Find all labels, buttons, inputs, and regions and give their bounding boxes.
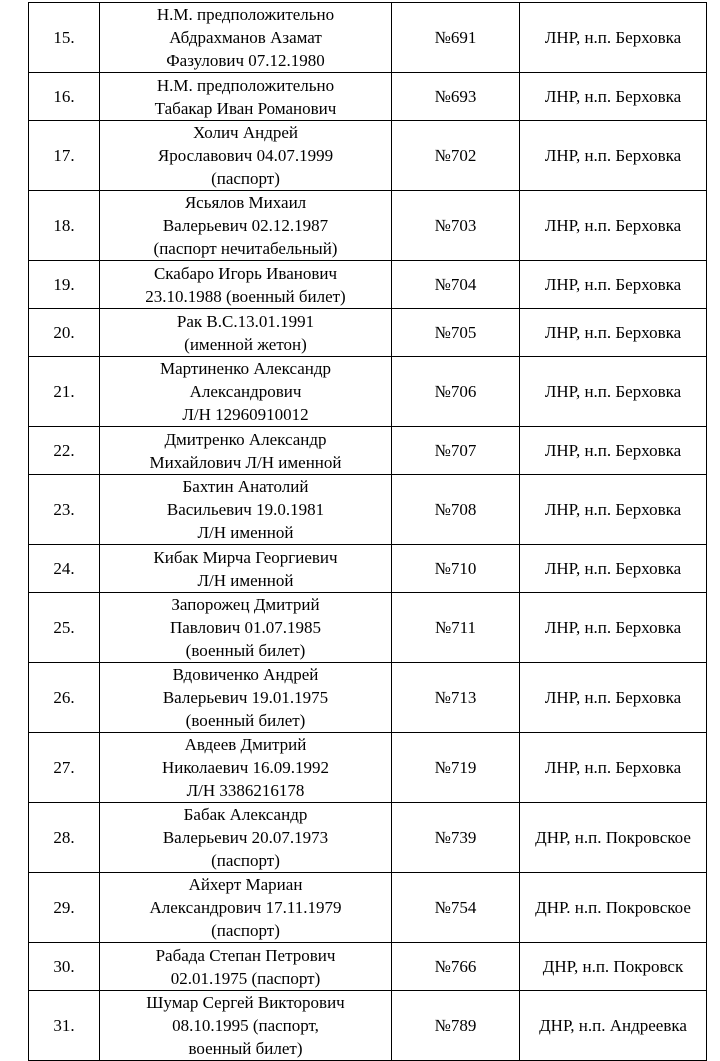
- row-number: 18.: [29, 191, 100, 261]
- person-name-cell: Айхерт Мариан Александрович 17.11.1979 (паспорт): [100, 873, 392, 943]
- location-cell: ДНР. н.п. Покровское: [520, 873, 707, 943]
- person-name-cell: Холич Андрей Ярославович 04.07.1999 (паспорт): [100, 121, 392, 191]
- record-number-cell: №693: [392, 73, 520, 121]
- table-row: [29, 991, 707, 1061]
- location-cell: ДНР, н.п. Андреевка: [520, 991, 707, 1061]
- table-row: [29, 191, 707, 261]
- table-row: [29, 663, 707, 733]
- location-cell: ЛНР, н.п. Берховка: [520, 475, 707, 545]
- row-number: 30.: [29, 943, 100, 991]
- table-body: [29, 3, 707, 1061]
- location-cell: ЛНР, н.п. Берховка: [520, 261, 707, 309]
- row-number: 28.: [29, 803, 100, 873]
- row-number: 31.: [29, 991, 100, 1061]
- row-number: 23.: [29, 475, 100, 545]
- person-name-cell: Скабаро Игорь Иванович 23.10.1988 (военный билет): [100, 261, 392, 309]
- location-cell: ЛНР, н.п. Берховка: [520, 593, 707, 663]
- row-number: 21.: [29, 357, 100, 427]
- table-row: [29, 545, 707, 593]
- person-name-cell: Кибак Мирча Георгиевич Л/Н именной: [100, 545, 392, 593]
- record-number-cell: №711: [392, 593, 520, 663]
- location-cell: ДНР, н.п. Покровск: [520, 943, 707, 991]
- table-row: [29, 943, 707, 991]
- person-name-cell: Бахтин Анатолий Васильевич 19.0.1981 Л/Н именной: [100, 475, 392, 545]
- table-row: [29, 427, 707, 475]
- person-name-cell: Вдовиченко Андрей Валерьевич 19.01.1975 (военный билет): [100, 663, 392, 733]
- person-name-cell: Рак В.С.13.01.1991 (именной жетон): [100, 309, 392, 357]
- row-number: 16.: [29, 73, 100, 121]
- table-row: [29, 475, 707, 545]
- person-name-cell: Шумар Сергей Викторович 08.10.1995 (паспорт, военный билет): [100, 991, 392, 1061]
- record-number-cell: №713: [392, 663, 520, 733]
- location-cell: ЛНР, н.п. Берховка: [520, 121, 707, 191]
- row-number: 24.: [29, 545, 100, 593]
- row-number: 15.: [29, 3, 100, 73]
- record-number-cell: №789: [392, 991, 520, 1061]
- person-name-cell: Бабак Александр Валерьевич 20.07.1973 (паспорт): [100, 803, 392, 873]
- table-row: [29, 3, 707, 73]
- person-name-cell: Запорожец Дмитрий Павлович 01.07.1985 (военный билет): [100, 593, 392, 663]
- record-number-cell: №710: [392, 545, 520, 593]
- person-name-cell: Мартиненко Александр Александрович Л/Н 12960910012: [100, 357, 392, 427]
- location-cell: ЛНР, н.п. Берховка: [520, 427, 707, 475]
- location-cell: ЛНР, н.п. Берховка: [520, 73, 707, 121]
- table-row: [29, 733, 707, 803]
- location-cell: ЛНР, н.п. Берховка: [520, 733, 707, 803]
- row-number: 29.: [29, 873, 100, 943]
- table-row: [29, 593, 707, 663]
- location-cell: ЛНР, н.п. Берховка: [520, 309, 707, 357]
- record-number-cell: №705: [392, 309, 520, 357]
- person-name-cell: Ясьялов Михаил Валерьевич 02.12.1987 (паспорт нечитабельный): [100, 191, 392, 261]
- row-number: 19.: [29, 261, 100, 309]
- document-table: [28, 2, 707, 1061]
- location-cell: ЛНР, н.п. Берховка: [520, 663, 707, 733]
- table-row: [29, 261, 707, 309]
- person-name-cell: Рабада Степан Петрович 02.01.1975 (паспорт): [100, 943, 392, 991]
- record-number-cell: №754: [392, 873, 520, 943]
- table-row: [29, 803, 707, 873]
- record-number-cell: №708: [392, 475, 520, 545]
- record-number-cell: №704: [392, 261, 520, 309]
- person-name-cell: Н.М. предположительно Абдрахманов Азамат Фазулович 07.12.1980: [100, 3, 392, 73]
- record-number-cell: №706: [392, 357, 520, 427]
- row-number: 22.: [29, 427, 100, 475]
- record-number-cell: №766: [392, 943, 520, 991]
- record-number-cell: №739: [392, 803, 520, 873]
- table-row: [29, 121, 707, 191]
- record-number-cell: №703: [392, 191, 520, 261]
- row-number: 27.: [29, 733, 100, 803]
- table-row: [29, 357, 707, 427]
- row-number: 26.: [29, 663, 100, 733]
- row-number: 25.: [29, 593, 100, 663]
- row-number: 20.: [29, 309, 100, 357]
- person-name-cell: Авдеев Дмитрий Николаевич 16.09.1992 Л/Н 3386216178: [100, 733, 392, 803]
- location-cell: ЛНР, н.п. Берховка: [520, 3, 707, 73]
- table-row: [29, 309, 707, 357]
- record-number-cell: №719: [392, 733, 520, 803]
- table-row: [29, 73, 707, 121]
- record-number-cell: №702: [392, 121, 520, 191]
- location-cell: ДНР, н.п. Покровское: [520, 803, 707, 873]
- row-number: 17.: [29, 121, 100, 191]
- location-cell: ЛНР, н.п. Берховка: [520, 191, 707, 261]
- table-row: [29, 873, 707, 943]
- location-cell: ЛНР, н.п. Берховка: [520, 357, 707, 427]
- person-name-cell: Дмитренко Александр Михайлович Л/Н именной: [100, 427, 392, 475]
- person-name-cell: Н.М. предположительно Табакар Иван Романович: [100, 73, 392, 121]
- location-cell: ЛНР, н.п. Берховка: [520, 545, 707, 593]
- record-number-cell: №691: [392, 3, 520, 73]
- record-number-cell: №707: [392, 427, 520, 475]
